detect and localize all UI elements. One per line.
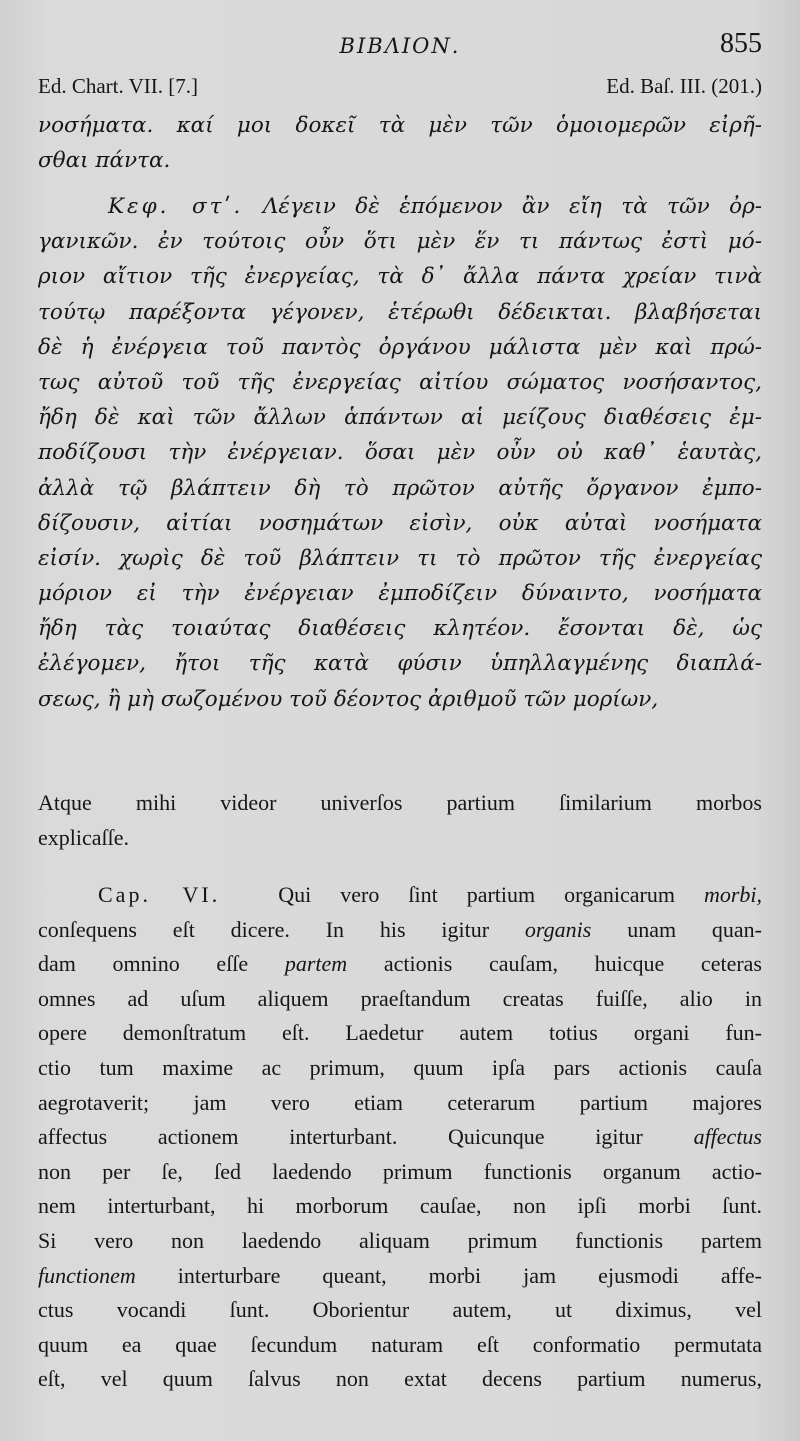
latin-line: eſt, vel quum ſalvus non extat decens partium numerus, [38,1366,762,1392]
latin-text: conſequens eſt dicere. In his igitur [38,916,525,942]
greek-line: ἐλέγομεν, ἤτοι τῆς κατὰ φύσιν ὑπηλλαγμένης διαπλά- [38,651,762,677]
greek-line: εἰσίν. χωρὶς δὲ τοῦ βλάπτειν τι τὸ πρῶτον τῆς ἐνεργείας [38,545,762,571]
latin-line: non per ſe, ſed laedendo primum functionis organum actio- [38,1158,762,1184]
latin-text: dam omnino eſſe [38,951,285,977]
book-title: ΒΙΒΛΙΟΝ. [339,34,461,58]
edition-chartier: Ed. Chart. VII. [7.] [38,74,198,98]
latin-text: affectus actionem interturbant. Quicunque igitur [38,1124,694,1150]
greek-line: τούτῳ παρέξοντα γέγονεν, ἑτέρωθι δέδεικται. βλαβήσεται [38,299,762,325]
greek-paragraph-1 [38,108,762,178]
greek-chapter-label: Κεφ. στʹ. [108,194,244,219]
latin-line: ctus vocandi ſunt. Oborientur autem, ut diximus, vel [38,1297,762,1323]
latin-line [38,1120,762,1155]
latin-line: Atque mihi videor univerſos partium ſimilarium morbos [38,790,762,815]
latin-line: quum ea quae ſecundum naturam eſt conformatio permutata [38,1331,762,1357]
latin-italic-term: organis [524,916,592,942]
greek-line: δὲ ἡ ἐνέργεια τοῦ παντὸς ὀργάνου μάλιστα μὲν καὶ πρώ- [38,334,762,360]
page-number: 855 [720,28,762,59]
greek-line: μόριον εἰ τὴν ἐνέργειαν ἐμποδίζειν δύναιντο, νοσήματα [38,581,762,607]
greek-line: ποδίζουσι τὴν ἐνέργειαν. ὅσαι μὲν οὖν οὐ καθ᾽ ἑαυτὰς, [38,440,762,466]
greek-line: γανικῶν. ἐν τούτοις οὖν ὅτι μὲν ἕν τι πάντως ἐστὶ μό- [38,229,762,255]
greek-line: ἤδη δὲ καὶ τῶν ἄλλων ἁπάντων αἱ μείζους διαθέσεις ἐμ- [38,405,762,431]
greek-line: δίζουσιν, αἰτίαι νοσημάτων εἰσὶν, οὐκ αὐταὶ νοσήματα [38,510,762,536]
latin-line: ctio tum maxime ac primum, quum ipſa pars actionis cauſa [38,1054,762,1080]
greek-line: ἤδη τὰς τοιαύτας διαθέσεις κλητέον. ἔσονται δὲ, ὡς [38,616,762,642]
latin-line: nem interturbant, hi morborum cauſae, non ipſi morbi ſunt. [38,1193,762,1219]
latin-line: Si vero non laedendo aliquam primum functionis partem [38,1227,762,1253]
latin-italic-term: morbi, [703,882,762,907]
latin-paragraph-1 [38,786,762,855]
latin-text: actionis cauſam, huicque ceteras [347,951,762,977]
latin-paragraph-2 [38,878,762,1397]
edition-line [38,74,762,102]
latin-line: aegrotaverit; jam vero etiam ceterarum partium majores [38,1089,762,1115]
latin-text: interturbare queant, morbi jam ejusmodi affe- [135,1262,762,1288]
greek-line: σεως, ἢ μὴ σωζομένου τοῦ δέοντος ἀριθμοῦ τῶν μορίων, [38,686,659,712]
latin-italic-term: affectus [693,1124,762,1150]
latin-line [38,878,762,913]
greek-line-text: Λέγειν δὲ ἑπόμενον ἂν εἴη τὰ τῶν ὀρ- [262,194,762,219]
latin-line: explicaſſe. [38,824,130,850]
running-head [38,28,762,68]
latin-line [38,947,762,982]
greek-line: νοσήματα. καί μοι δοκεῖ τὰ μὲν τῶν ὁμοιομερῶν εἰρῆ- [38,113,762,138]
latin-chapter-label: Cap. VI. [98,882,221,907]
greek-line: ἀλλὰ τῷ βλάπτειν δὴ τὸ πρῶτον αὐτῆς ὄργανον ἐμπο- [38,475,762,501]
latin-text: Qui vero ſint partium organicarum [278,882,704,907]
greek-line: ριον αἴτιον τῆς ἐνεργείας, τὰ δ᾽ ἄλλα πάντα χρείαν τινὰ [38,264,762,290]
latin-italic-term: partem [284,951,348,977]
latin-text: unam quan- [591,916,762,942]
latin-line [38,1259,762,1294]
latin-italic-term: functionem [38,1262,136,1288]
greek-line: σθαι πάντα. [38,148,171,174]
latin-line: opere demonſtratum eſt. Laedetur autem totius organi fun- [38,1020,762,1046]
latin-line [38,913,762,948]
greek-paragraph-2 [38,189,762,717]
greek-line: τως αὐτοῦ τοῦ τῆς ἐνεργείας αἰτίου σώματος νοσήσαντος, [38,369,762,395]
greek-line [38,189,762,224]
latin-line: omnes ad uſum aliquem praeſtandum creatas fuiſſe, alio in [38,985,762,1011]
edition-basel: Ed. Baſ. III. (201.) [606,74,762,98]
